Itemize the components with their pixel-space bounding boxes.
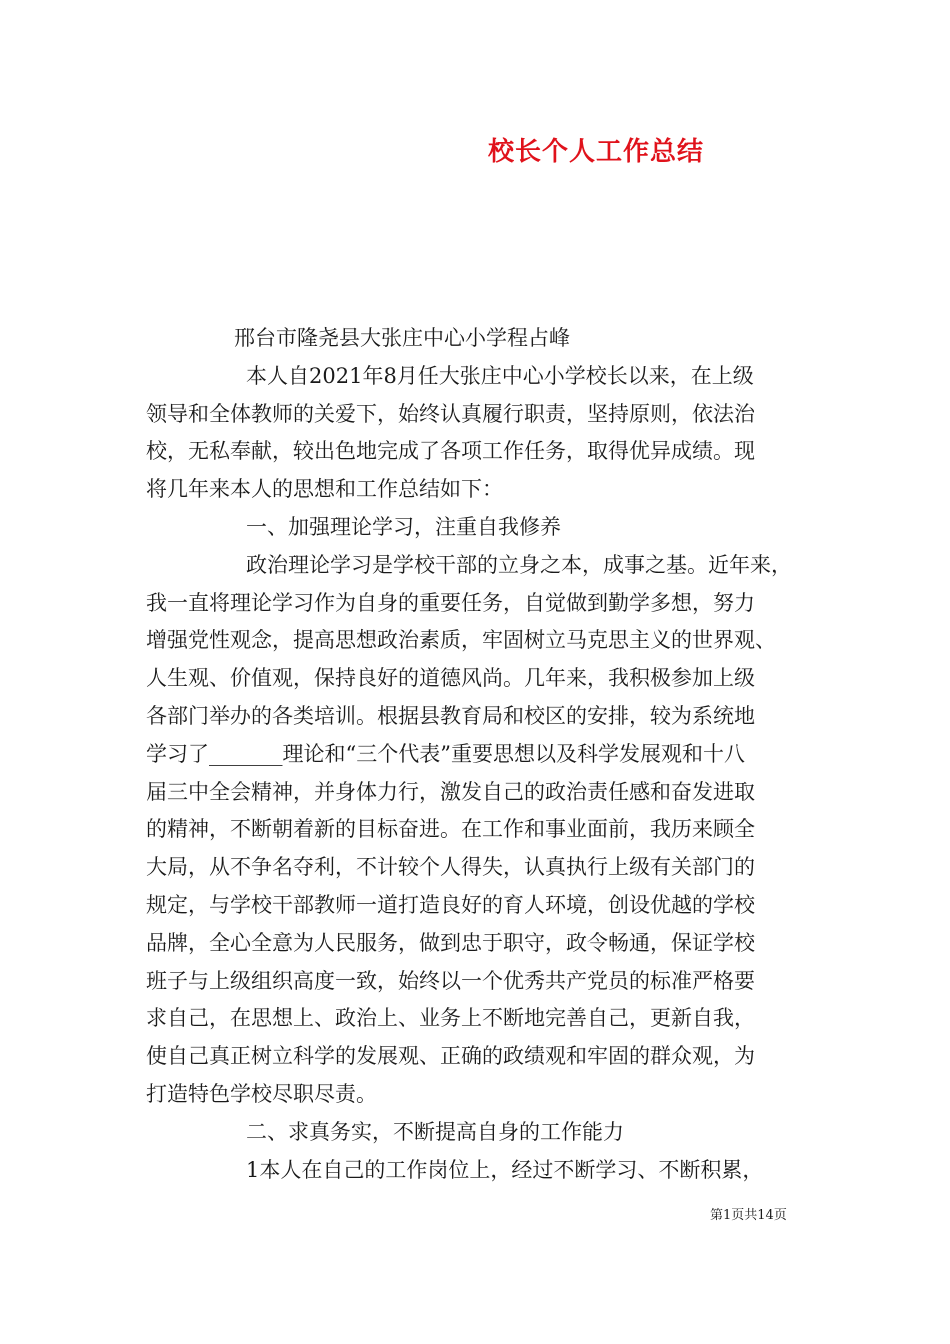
paragraph-line: 的精神，不断朝着新的目标奋进。在工作和事业面前，我历来顾全 [146,817,755,842]
paragraph-line: 大局，从不争名夺利，不计较个人得失，认真执行上级有关部门的 [146,855,755,880]
paragraph-line: 政治理论学习是学校干部的立身之本，成事之基。近年来， [246,552,792,577]
paragraph-line: 增强党性观念，提高思想政治素质，牢固树立马克思主义的世界观、 [146,628,776,653]
page-number-footer: 第1页共14页 [710,1208,787,1223]
paragraph-line: 打造特色学校尽职尽责。 [146,1081,377,1106]
paragraph-line: 各部门举办的各类培训。根据县教育局和校区的安排，较为系统地 [146,703,755,728]
paragraph-line: 规定，与学校干部教师一道打造良好的育人环境，创设优越的学校 [146,892,755,917]
paragraph-line: 人生观、价值观，保持良好的道德风尚。几年来，我积极参加上级 [146,666,755,691]
author-line: 邢台市隆尧县大张庄中心小学程占峰 [234,326,570,350]
paragraph-line: 将几年来本人的思想和工作总结如下： [146,477,503,502]
paragraph-line: 使自己真正树立科学的发展观、正确的政绩观和牢固的群众观，为 [146,1044,755,1069]
paragraph-line: 1本人在自己的工作岗位上，经过不断学习、不断积累， [246,1157,764,1182]
section-heading-1: 一、加强理论学习，注重自我修养 [246,514,561,539]
paragraph-line: 本人自2021年8月任大张庄中心小学校长以来，在上级 [246,363,754,388]
paragraph-line: 我一直将理论学习作为自身的重要任务，自觉做到勤学多想，努力 [146,590,755,615]
document-title: 校长个人工作总结 [488,137,705,167]
paragraph-line: 品牌，全心全意为人民服务，做到忠于职守，政令畅通，保证学校 [146,930,755,955]
paragraph-line: 学习了_______理论和“三个代表”重要思想以及科学发展观和十八 [146,741,745,766]
section-heading-2: 二、求真务实，不断提高自身的工作能力 [246,1119,624,1144]
paragraph-line: 求自己，在思想上、政治上、业务上不断地完善自己，更新自我， [146,1006,755,1031]
paragraph-line: 领导和全体教师的关爱下，始终认真履行职责，坚持原则，依法治 [146,401,755,426]
paragraph-line: 班子与上级组织高度一致，始终以一个优秀共产党员的标准严格要 [146,968,755,993]
document-body [146,320,816,1189]
paragraph-line: 校，无私奉献，较出色地完成了各项工作任务，取得优异成绩。现 [146,439,755,464]
paragraph-line: 届三中全会精神，并身体力行，激发自己的政治责任感和奋发进取 [146,779,755,804]
